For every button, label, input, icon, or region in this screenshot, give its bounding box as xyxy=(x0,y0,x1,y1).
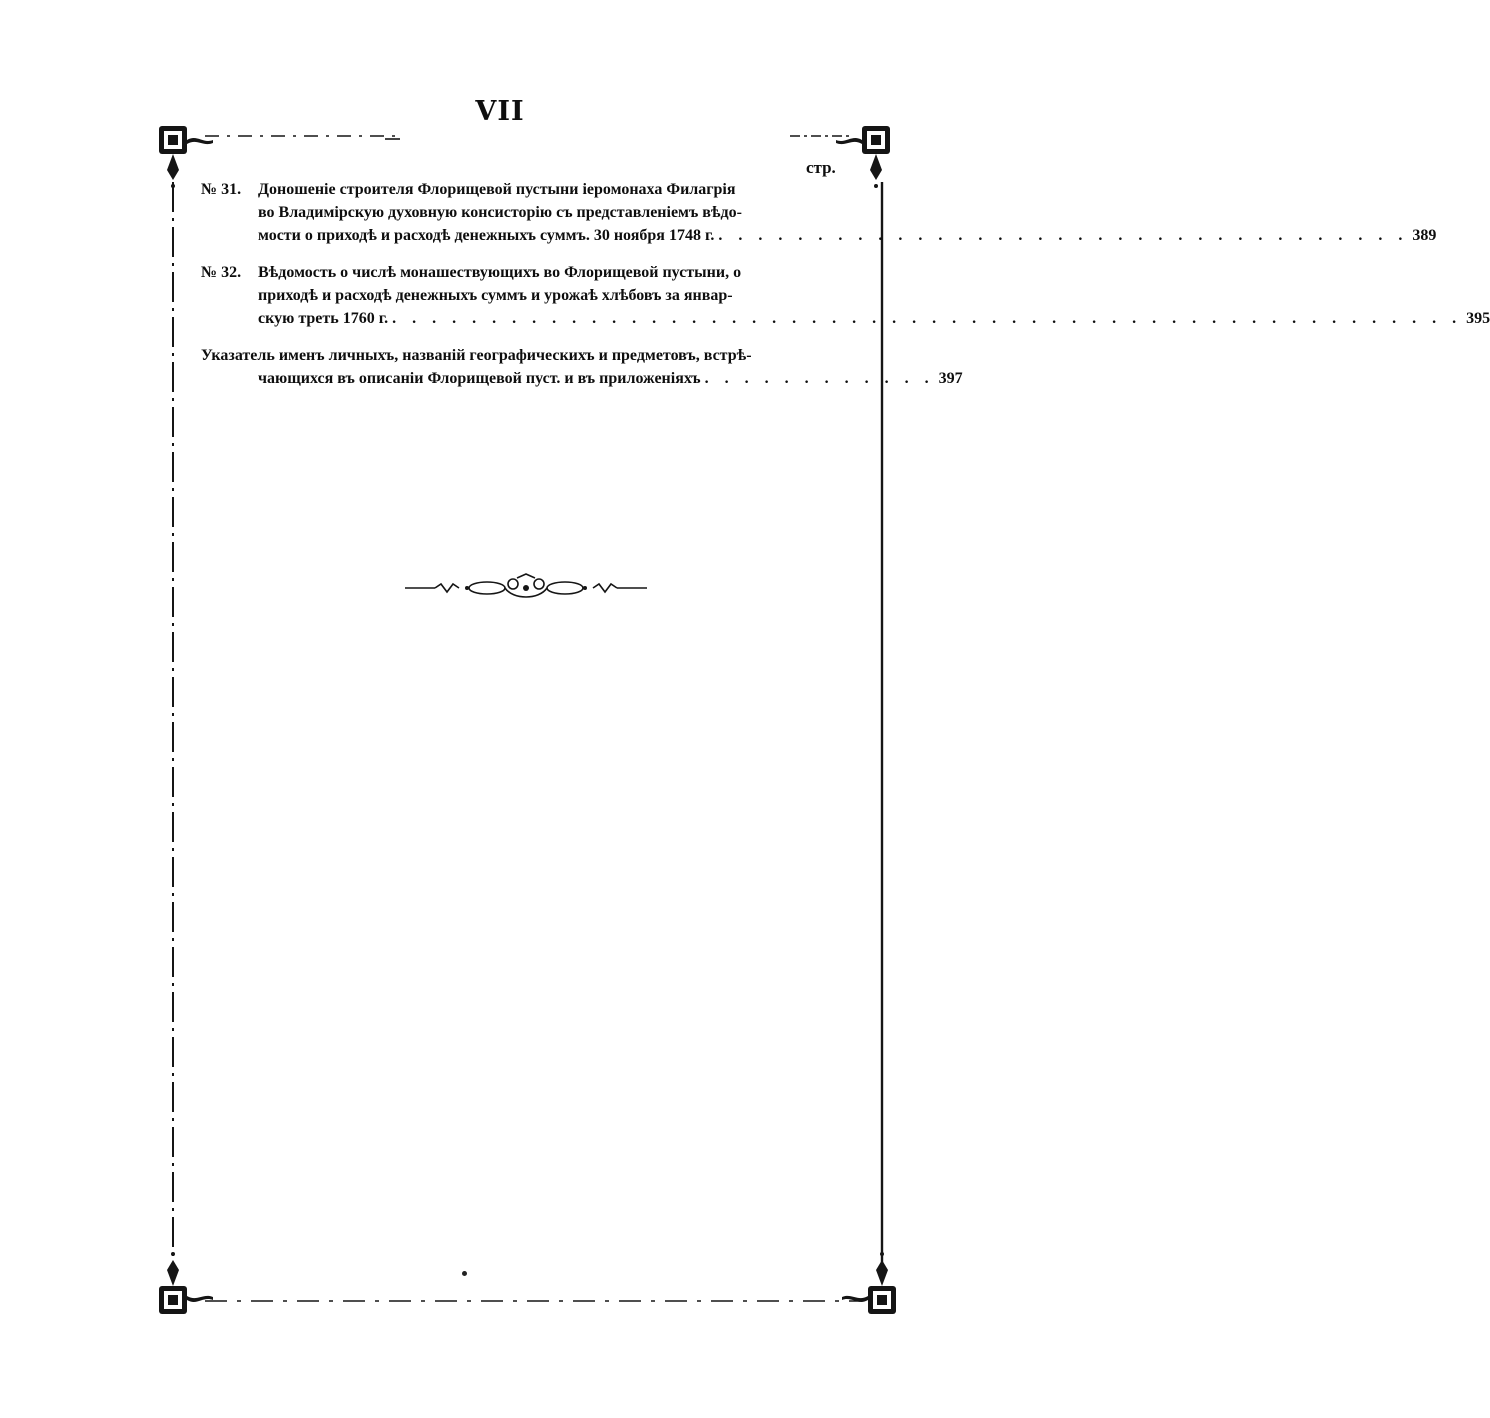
entry-text-line: во Владимірскую духовную консисторію съ представленіемъ вѣдо- xyxy=(258,204,742,221)
contents-entry xyxy=(201,178,1437,247)
ink-dot xyxy=(462,1271,467,1276)
entry-text-line: скую треть 1760 г. xyxy=(258,310,389,327)
fleuron-icon xyxy=(405,574,647,602)
entry-page-number: 397 xyxy=(938,370,963,387)
entry-last-line xyxy=(201,367,963,390)
page-number: VII xyxy=(475,96,525,127)
dot-leader: . . . . . . . . . . . . . . . . . . . . . . . . . . . . . . . . . . . . . . . . . . . . . . . . . . . . . . xyxy=(392,310,1463,327)
dot-leader: . . . . . . . . . . . . . . . . . . . . . . . . . . . . . . . . . . . xyxy=(718,227,1409,244)
page-column-label: стр. xyxy=(806,158,836,177)
dot-leader: . . . . . . . . . . . . xyxy=(704,370,935,387)
entry-text-line: Вѣдомость о числѣ монашествующихъ во Флорищевой пустыни, о xyxy=(258,264,742,281)
entry-page-number: 395 xyxy=(1466,310,1490,327)
entry-last-line xyxy=(201,307,1490,330)
entry-number: № 31. xyxy=(201,181,242,198)
entry-number: № 32. xyxy=(201,264,242,281)
entry-text-line: мости о приходѣ и расходѣ денежныхъ суммъ. 30 ноября 1748 г. xyxy=(258,227,715,244)
entry-text-line: приходѣ и расходѣ денежныхъ суммъ и урожаѣ хлѣбовъ за январ- xyxy=(258,287,733,304)
entry-last-line xyxy=(201,224,1437,247)
contents-entry xyxy=(201,344,963,390)
corner-ornament-bottom-right-icon xyxy=(842,1252,896,1314)
entry-text-line: Указатель именъ личныхъ, названій географическихъ и предметовъ, встрѣ- xyxy=(201,347,752,364)
corner-ornament-bottom-left-icon xyxy=(159,1252,213,1314)
contents-list xyxy=(201,178,1490,404)
entry-text-line: чающихся въ описаніи Флорищевой пуст. и въ приложеніяхъ xyxy=(258,370,701,387)
contents-entry xyxy=(201,261,1490,330)
entry-text-line: Доношеніе строителя Флорищевой пустыни іеромонаха Филагрія xyxy=(258,181,736,198)
entry-page-number: 389 xyxy=(1412,227,1437,244)
